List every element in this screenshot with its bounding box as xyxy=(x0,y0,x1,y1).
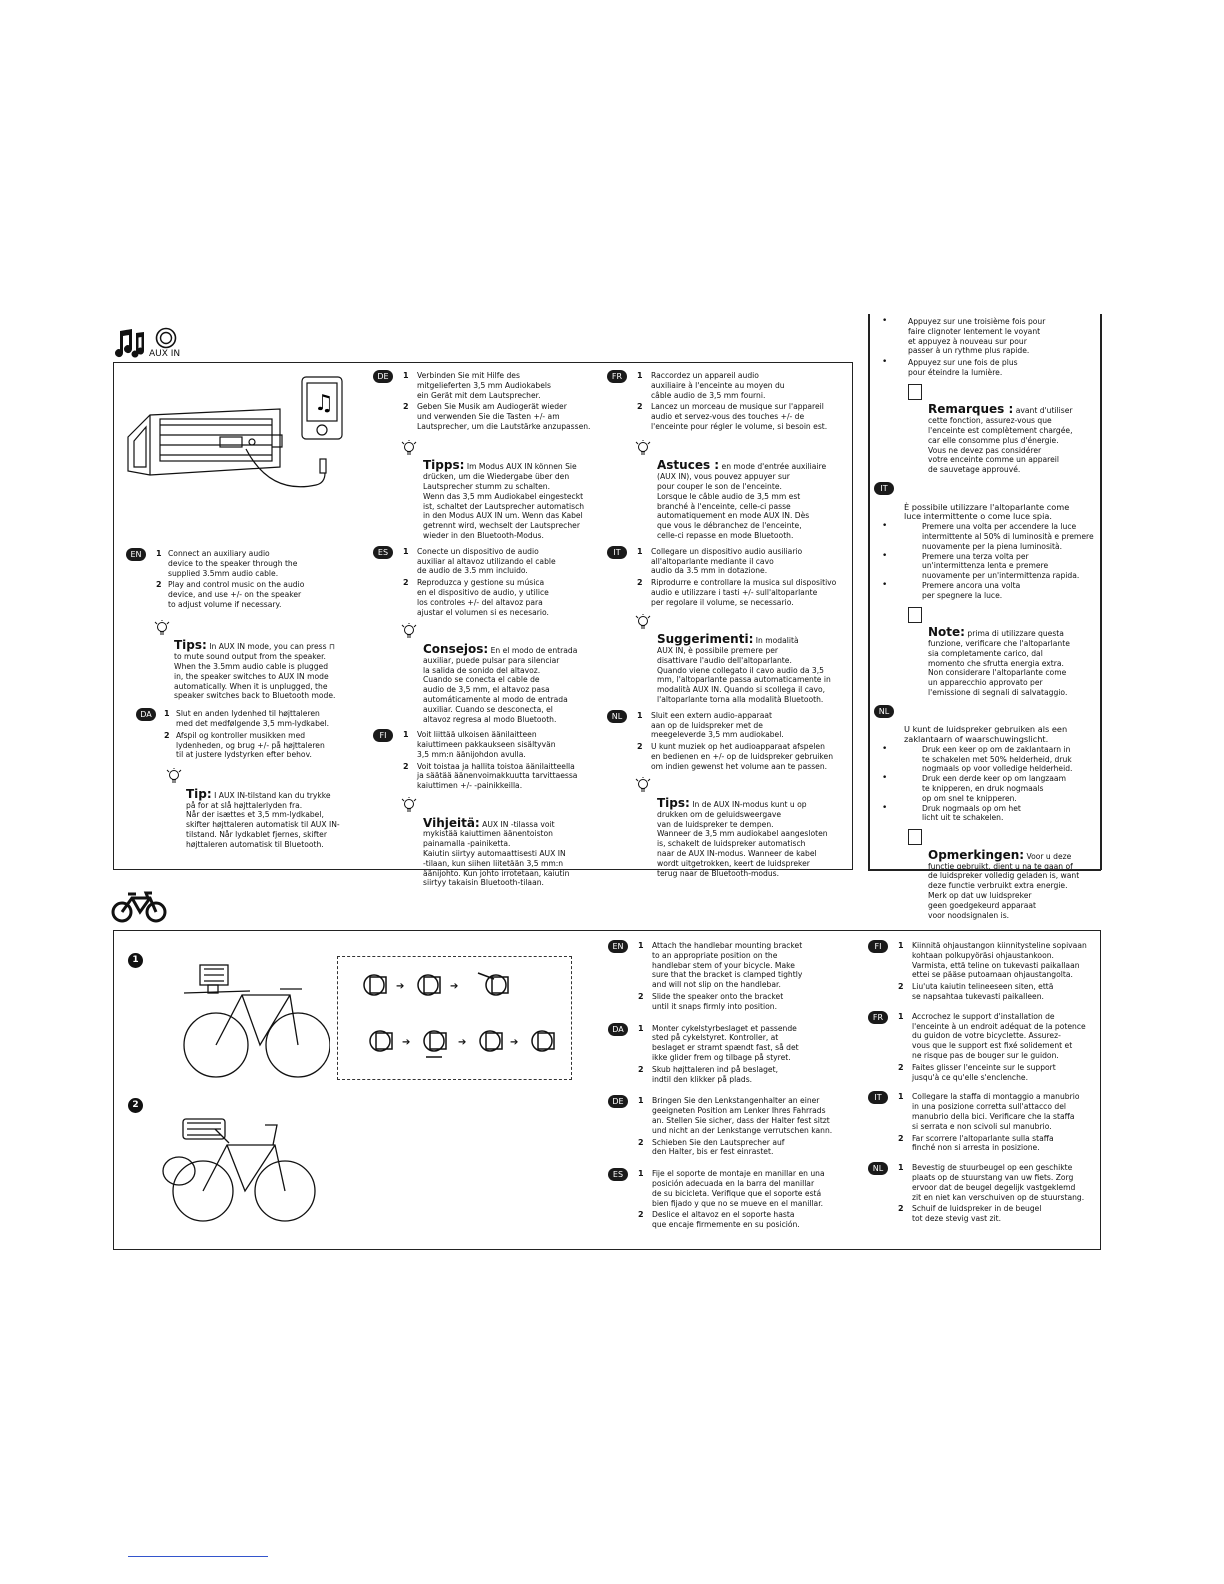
fr-light-bullet-2: • Appuyez sur une fois de plus pour éteindre la lumière. xyxy=(874,358,1099,378)
lightbulb-icon xyxy=(635,614,651,632)
nl-light-bullet-3: • Druk nogmaals op om het licht uit te schakelen. xyxy=(874,804,1099,824)
lightbulb-icon xyxy=(401,440,417,458)
aux-da-block xyxy=(126,709,361,849)
lang-badge-en: EN xyxy=(608,940,628,953)
bike-nl-step-1: 1 Bevestig de stuurbeugel op een geschikte plaats op de stuurstang van uw fiets. Zorg ervoor dat de beugel degelijk vastgeklemd zit en niet kan verschuiven op de stuurstang. xyxy=(898,1163,1085,1202)
aux-it-tip: Suggerimenti: In modalità AUX IN, è possibile premere per disattivare l'audio dell'altoparlante. Quando viene collegato il cavo audio da 3,5 mm, l'altoparlante passa automaticamente in modalità AUX IN. Quando si scollega il cavo, l'altoparlante torna alla modalità Bluetooth. xyxy=(607,616,852,705)
it-light-bullet-1: • Premere una volta per accendere la luce intermittente al 50% di luminosità e premere nuovamente per la piena luminosità. xyxy=(874,522,1099,551)
bike-es-block xyxy=(608,1169,858,1230)
aux-fr-tip: Astuces : en mode d'entrée auxiliaire (AUX IN), vous pouvez appuyer sur pour couper le son de l'enceinte. Lorsque le câble audio de 3,5 mm est branché à l'enceinte, celle-ci passe automatiquement en mode AUX IN. Dès que vous le débranchez de l'enceinte, celle-ci repasse en mode Bluetooth. xyxy=(607,442,852,541)
lightbulb-icon xyxy=(635,777,651,795)
lang-badge-fi: FI xyxy=(373,729,393,742)
lang-badge-it: IT xyxy=(607,546,627,559)
light-panel-right-border xyxy=(1100,314,1102,870)
aux-en-step-2: 2 Play and control music on the audio device, and use +/- on the speaker to adjust volume if necessary. xyxy=(156,580,305,609)
lang-badge-es: ES xyxy=(373,546,393,559)
bike-da-block xyxy=(608,1024,858,1085)
nl-note: Opmerkingen: Voor u deze functie gebruikt, dient u na te gaan of de luidspreker volledig geladen is, want deze functie verbruikt extra energie. Merk op dat uw luidspreker geen goedgekeurd apparaat voor noodsignalen is. xyxy=(874,831,1099,920)
lang-badge-da: DA xyxy=(608,1023,628,1036)
aux-en-step-1: 1 Connect an auxiliary audio device to the speaker through the supplied 3.5mm audio cable. xyxy=(156,549,298,578)
bike-en-step-2: 2 Slide the speaker onto the bracket until it snaps firmly into position. xyxy=(638,991,784,1011)
note-icon xyxy=(908,829,922,845)
lang-badge-nl: NL xyxy=(874,705,894,718)
it-note: Note: prima di utilizzare questa funzione, verificare che l'altoparlante sia completamente carico, dal momento che sfrutta energia extra. Non considerare l'altoparlante come un apparecchio approvato per l'emissione di segnali di salvataggio. xyxy=(874,609,1099,698)
bike-de-block xyxy=(608,1096,858,1157)
lang-badge-fr: FR xyxy=(607,370,627,383)
note-icon xyxy=(908,607,922,623)
bicycle-icon xyxy=(110,890,168,924)
it-light-block: IT È possibile utilizzare l'altoparlante come luce intermittente o come luce spia. xyxy=(874,483,1099,522)
bike-es-step-2: 2 Deslice el altavoz en el soporte hasta que encaje firmemente en su posición. xyxy=(638,1210,800,1230)
aux-de-block xyxy=(373,371,603,541)
light-panel-content xyxy=(874,317,1099,920)
aux-de-tip: Tipps: Im Modus AUX IN können Sie drücken, um die Wiedergabe über den Lautsprecher stumm zu schalten. Wenn das 3,5 mm Audiokabel eingesteckt ist, schaltet der Lautsprecher automatisch in den Modus AUX IN um. Wenn das Kabel getrennt wird, wechselt der Lautsprecher wieder in den Bluetooth-Modus. xyxy=(373,442,603,541)
bike-en-block xyxy=(608,941,858,1012)
lightbulb-icon xyxy=(401,623,417,641)
nl-light-block: NL U kunt de luidspreker gebruiken als een zaklantaarn of waarschuwingslicht. xyxy=(874,706,1099,745)
svg-text:➔: ➔ xyxy=(402,1037,411,1048)
note-icon xyxy=(908,384,922,400)
svg-text:➔: ➔ xyxy=(396,981,405,992)
lightbulb-icon xyxy=(635,440,651,458)
lang-badge-fi: FI xyxy=(868,940,888,953)
lightbulb-icon xyxy=(154,620,170,638)
aux-es-block xyxy=(373,547,603,725)
bike-nl-block xyxy=(868,1163,1100,1224)
lang-badge-it: IT xyxy=(868,1091,888,1104)
bike-bracket-mount-illustration xyxy=(180,955,330,1080)
aux-da-step-1: 1 Slut en anden lydenhed til højttaleren med det medfølgende 3,5 mm-lydkabel. xyxy=(164,709,330,728)
bike-de-step-1: 1 Bringen Sie den Lenkstangenhalter an einer geeigneten Position am Lenker Ihres Fahrrads an. Stellen Sie sicher, dass der Halter fest sitzt und nicht an der Lenkstange verrutschen kann. xyxy=(638,1096,833,1135)
bike-speaker-mount-illustration xyxy=(155,1115,320,1225)
bike-da-step-1: 1 Monter cykelstyrbeslaget et passende sted på cykelstyret. Kontroller, at beslaget er stramt spændt fast, så det ikke glider frem og tilbage på styret. xyxy=(638,1023,799,1062)
bike-nl-step-2: 2 Schuif de luidspreker in de beugel tot deze stevig vast zit. xyxy=(898,1204,1042,1224)
svg-text:➔: ➔ xyxy=(510,1037,519,1048)
aux-es-step-2: 2 Reproduzca y gestione su música en el dispositivo de audio, y utilice los controles +/- del altavoz para ajustar el volumen si es necesario. xyxy=(403,578,549,617)
aux-it-step-2: 2 Riprodurre e controllare la musica sul dispositivo audio e utilizzare i tasti +/- sull'altoparlante per regolare il volume, se necessario. xyxy=(637,578,837,607)
bike-it-block xyxy=(868,1092,1100,1153)
lightbulb-icon xyxy=(401,797,417,815)
aux-fi-tip: Vihjeitä: AUX IN -tilassa voit mykistää kaiuttimen äänentoiston painamalla -painiketta. Kaiutin siirtyy automaattisesti AUX IN -tilaan, kun siihen liitetään 3,5 mm:n äänijohto. Kun johto irrotetaan, kaiutin siirtyy takaisin Bluetooth-tilaan. xyxy=(373,799,603,888)
it-light-bullet-2: • Premere una terza volta per un'intermittenza lenta e premere nuovamente per un'intermittenza rapida. xyxy=(874,552,1099,581)
bike-column-1 xyxy=(608,941,858,1236)
aux-fr-block xyxy=(607,371,852,541)
figure-2-marker: 2 xyxy=(128,1098,143,1113)
bike-es-step-1: 1 Fije el soporte de montaje en manillar en una posición adecuada en la barra del manillar de su bicicleta. Verifique que el soporte está bien fijado y que no se mueve en el manillar. xyxy=(638,1169,825,1208)
aux-it-block xyxy=(607,547,852,705)
footer-rule xyxy=(128,1556,268,1557)
bracket-steps-diagram xyxy=(337,956,572,1080)
fr-remarks: Remarques : avant d'utiliser cette fonction, assurez-vous que l'enceinte est complètement chargée, car elle consomme plus d'énergie. Vous ne devez pas considérer votre enceinte comme un appareil de sauvetage approuvé. xyxy=(874,386,1099,475)
svg-text:♫: ♫ xyxy=(314,391,334,416)
aux-da-step-2: 2 Afspil og kontroller musikken med lydenheden, og brug +/- på højttaleren til at justere lydstyrken efter behov. xyxy=(164,730,325,760)
aux-column-2 xyxy=(373,371,603,894)
bike-en-step-1: 1 Attach the handlebar mounting bracket to an appropriate position on the handlebar stem of your bicycle. Make sure that the bracket is clamped tightly and will not slip on the handlebar. xyxy=(638,941,803,990)
lang-badge-en: EN xyxy=(126,548,146,561)
aux-es-step-1: 1 Conecte un dispositivo de audio auxiliar al altavoz utilizando el cable de audio de 3.5 mm incluido. xyxy=(403,546,556,576)
bike-fr-block xyxy=(868,1012,1100,1083)
bike-it-step-1: 1 Collegare la staffa di montaggio a manubrio in una posizione corretta sull'attacco del manubrio della bici. Verificare che la staffa si serrata e non scivoli sul manubrio. xyxy=(898,1092,1080,1131)
svg-text:➔: ➔ xyxy=(458,1037,467,1048)
bike-fr-step-1: 1 Accrochez le support d'installation de l'enceinte à un endroit adéquat de la potence du guidon de votre bicyclette. Assurez- vous que le support est fixé solidement et ne risque pas de bouger sur le guidon. xyxy=(898,1011,1086,1060)
lang-badge-fr: FR xyxy=(868,1011,888,1024)
aux-fi-step-2: 2 Voit toistaa ja hallita toistoa äänilaitteella ja säätää äänenvoimakkuutta tarvittaessa kaiuttimen +/- -painikkeilla. xyxy=(403,761,578,791)
lang-badge-de: DE xyxy=(373,370,393,383)
aux-fi-block xyxy=(373,730,603,888)
aux-in-jack-icon xyxy=(155,327,177,349)
aux-column-3 xyxy=(607,371,852,884)
aux-de-step-2: 2 Geben Sie Musik am Audiogerät wieder und verwenden Sie die Tasten +/- am Lautsprecher, um die Lautstärke anzupassen. xyxy=(403,402,591,431)
it-light-bullet-3: • Premere ancora una volta per spegnere la luce. xyxy=(874,581,1099,601)
lang-badge-it: IT xyxy=(874,482,894,495)
aux-nl-tip: Tips: In de AUX IN-modus kunt u op drukken om de geluidsweergave van de luidspreker te dempen. Wanneer de 3,5 mm audiokabel aangesloten is, schakelt de luidspreker automatisch naar de AUX IN-modus. Wanneer de kabel wordt uitgetrokken, keert de luidspreker terug naar de Bluetooth-modus. xyxy=(607,779,852,878)
bike-de-step-2: 2 Schieben Sie den Lautsprecher auf den Halter, bis er fest einrastet. xyxy=(638,1137,785,1157)
bike-column-2 xyxy=(868,941,1100,1230)
mute-button-icon: ⊓ xyxy=(329,642,335,652)
bike-da-step-2: 2 Skub højttaleren ind på beslaget, indtil den klikker på plads. xyxy=(638,1064,778,1084)
svg-text:➔: ➔ xyxy=(450,981,459,992)
lang-badge-nl: NL xyxy=(868,1162,888,1175)
aux-in-label: AUX IN xyxy=(149,349,181,359)
aux-nl-block xyxy=(607,711,852,879)
lang-badge-de: DE xyxy=(608,1095,628,1108)
aux-en-block xyxy=(126,549,361,701)
speaker-aux-illustration xyxy=(120,375,370,515)
aux-es-tip: Consejos: En el modo de entrada auxiliar, puede pulsar para silenciar la salida de sonido del altavoz. Cuando se conecta el cable de audio de 3,5 mm, el altavoz pasa automáticamente al modo de entrada auxiliar. Cuando se desconecta, el altavoz regresa al modo Bluetooth. xyxy=(373,625,603,724)
aux-column-1 xyxy=(126,549,361,856)
music-note-icon xyxy=(112,327,148,359)
nl-light-bullet-2: • Druk een derde keer op om langzaam te knipperen, en druk nogmaals op om snel te knipperen. xyxy=(874,774,1099,803)
lang-badge-da: DA xyxy=(136,708,156,721)
fr-light-bullet-1: • Appuyez sur une troisième fois pour faire clignoter lentement le voyant et appuyez à nouveau sur pour passer à un rythme plus rapide. xyxy=(874,317,1099,356)
aux-nl-step-2: 2 U kunt muziek op het audioapparaat afspelen en bedienen en +/- op de luidspreker gebruiken om indien gewenst het volume aan te passen. xyxy=(637,742,834,771)
bike-it-step-2: 2 Far scorrere l'altoparlante sulla staffa finché non si arresta in posizione. xyxy=(898,1133,1054,1153)
bike-fi-step-2: 2 Liu'uta kaiutin telineeseen siten, että se napsahtaa tukevasti paikalleen. xyxy=(898,982,1054,1001)
aux-fr-step-1: 1 Raccordez un appareil audio auxiliaire à l'enceinte au moyen du câble audio de 3,5 mm fourni. xyxy=(637,371,785,400)
aux-de-step-1: 1 Verbinden Sie mit Hilfe des mitgelieferten 3,5 mm Audiokabels ein Gerät mit dem Lautsprecher. xyxy=(403,371,551,400)
lang-badge-es: ES xyxy=(608,1168,628,1181)
aux-nl-step-1: 1 Sluit een extern audio-apparaat aan op de luidspreker met de meegeleverde 3,5 mm audiokabel. xyxy=(637,710,784,740)
aux-fi-step-1: 1 Voit liittää ulkoisen äänilaitteen kaiuttimeen pakkaukseen sisältyvän 3,5 mm:n äänijohdon avulla. xyxy=(403,730,556,759)
lang-badge-nl: NL xyxy=(607,710,627,723)
bike-fi-step-1: 1 Kiinnitä ohjaustangon kiinnitysteline sopivaan kohtaan polkupyöräsi ohjaustankoon. Varmista, että teline on tukevasti paikallaan ettei se pääse putoamaan ohjaustangolta. xyxy=(898,941,1087,980)
bike-fi-block xyxy=(868,941,1100,1002)
nl-light-bullet-1: • Druk een keer op om de zaklantaarn in te schakelen met 50% helderheid, druk nogmaals op voor volledige helderheid. xyxy=(874,745,1099,774)
aux-en-tip: Tips: In AUX IN mode, you can press ⊓ to mute sound output from the speaker. When the 3.5mm audio cable is plugged in, the speaker switches to AUX IN mode automatically. When it is unplugged, the speaker switches back to Bluetooth mode. xyxy=(126,622,361,701)
bike-fr-step-2: 2 Faites glisser l'enceinte sur le support jusqu'à ce qu'elle s'enclenche. xyxy=(898,1062,1056,1082)
aux-fr-step-2: 2 Lancez un morceau de musique sur l'appareil audio et servez-vous des touches +/- de l'enceinte pour régler le volume, si besoin est. xyxy=(637,402,828,431)
figure-1-marker: 1 xyxy=(128,953,143,968)
light-panel-left-border xyxy=(868,314,870,870)
lightbulb-icon xyxy=(166,768,182,786)
aux-it-step-1: 1 Collegare un dispositivo audio ausiliario all'altoparlante mediante il cavo audio da 3.5 mm in dotazione. xyxy=(637,546,803,576)
aux-da-tip: Tip: I AUX IN-tilstand kan du trykke på for at slå højttalerlyden fra. Når der isættes et 3,5 mm-lydkabel, skifter højttaleren automatisk til AUX IN- tilstand. Når lydkablet fjernes, skifter højttaleren automatisk til Bluetooth. xyxy=(126,770,361,849)
